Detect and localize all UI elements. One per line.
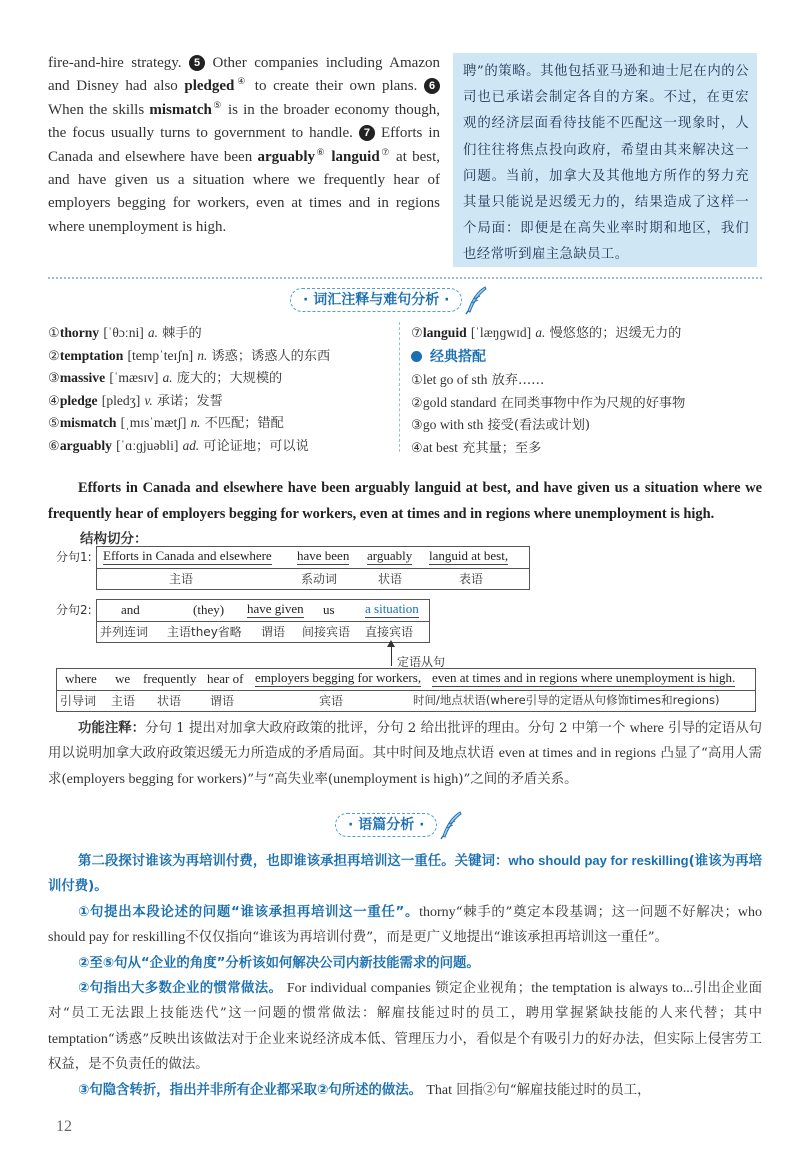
sentence-number-6: 6	[424, 78, 440, 94]
clause-role: 表语	[459, 572, 484, 586]
vocab-item: ①thorny [ˈθɔːni] a. 棘手的	[48, 325, 202, 341]
clause-2-box	[96, 599, 430, 643]
clause-role: 主语	[169, 572, 194, 586]
clause-part: arguably	[367, 548, 413, 563]
clause-part: we	[115, 671, 131, 686]
passage-text: Efforts in Canada and elsewhere have been	[48, 125, 441, 165]
vocab-word-arguably: arguably	[257, 148, 315, 165]
clause-part: frequently	[143, 671, 197, 686]
clause-part: hear of	[207, 671, 244, 686]
passage-text: to create their own plans.	[254, 78, 418, 95]
discourse-analysis	[48, 848, 762, 1103]
passage-text: Other companies including Amazon and Disney had also	[48, 55, 440, 95]
up-arrow-icon	[391, 642, 392, 666]
clause-1-label: 分句1:	[56, 550, 92, 564]
vocab-list-right	[411, 322, 761, 460]
footnote-marker: ④	[234, 76, 249, 87]
passage-text: is in the broader economy though, the focus usually turns to government to handle.	[48, 101, 440, 142]
discourse-paragraph: ①句提出本段论述的问题“谁该承担再培训这一重任”。thorny“棘手的”奠定本段基调；这一问题不好解决；who should pay for reskilling不仅仅指向“谁该为再培训付费”，而是更广义地提出“谁该承担再培训这一重任”。	[48, 904, 762, 946]
vocab-item: ⑥arguably [ˈɑːɡjuəbli] ad. 可论证地；可以说	[48, 437, 309, 454]
clause-role: 主语	[111, 694, 136, 708]
passage-text: fire-and-hire strategy.	[48, 55, 182, 71]
vocab-item: ⑤mismatch [ˌmɪsˈmætʃ] n. 不匹配；错配	[48, 415, 284, 432]
function-note: 功能注释：分句 1 提出对加拿大政府政策的批评，分句 2 给出批评的理由。分句 2 中第一个 where 引导的定语从句用以说明加拿大政府政策迟缓无力所造成的矛盾局面。其中时间及地点状语 even at times and in regions 凸显了“高用人需求(employers begging for workers)”与“高失业率(unemployment is high)”之间的矛盾关系。	[48, 721, 763, 787]
quill-pen-icon	[439, 810, 463, 840]
difficult-sentence: Efforts in Canada and elsewhere have been arguably languid at best, and have given us a situation where we frequently hear of employers begging for workers, even at times and in regions where unemployment is high.	[48, 480, 762, 522]
vocab-list	[48, 322, 388, 458]
clause-role: 谓语	[210, 694, 235, 708]
clause-role: 谓语	[261, 625, 286, 639]
discourse-paragraph: ③句隐含转折，指出并非所有企业都采取②句所述的做法。 That 回指②句“解雇技能过时的员工，	[78, 1082, 651, 1098]
note-lead: 功能注释：	[78, 721, 146, 736]
english-passage	[48, 52, 440, 239]
sentence-number-7: 7	[359, 125, 375, 141]
clause-role: 状语	[157, 694, 182, 708]
clause-part: (they)	[193, 602, 225, 617]
footnote-marker: ⑤	[211, 99, 223, 110]
clause-role: 间接宾语	[302, 625, 351, 639]
clause-2-label: 分句2:	[56, 603, 92, 617]
sentence-number-5: 5	[189, 55, 205, 71]
section-divider	[48, 277, 762, 279]
relative-clause-box	[56, 668, 756, 712]
vocab-section-title: · 词汇注释与难句分析 ·	[290, 288, 462, 312]
relative-clause-label: 定语从句	[397, 655, 446, 669]
vocab-item: ④pledge [pledʒ] v. 承诺；发誓	[48, 392, 223, 409]
structure-label: 结构切分：	[80, 531, 148, 547]
discourse-paragraph: ②句指出大多数企业的惯常做法。 For individual companies 锁定企业视角；the temptation is always to...引出企业面对“员工无法跟上技能迭代”这一问题的惯常做法：解雇技能过时的员工，聘用掌握紧缺技能的人来代替；其中 temptation“诱惑”反映出该做法对于企业来说经济成本低、管理压力小，看似是个有吸引力的好办法，但实际上侵害劳工权益，是不负责任的做法。	[48, 981, 762, 1073]
vocab-item: ②temptation [tempˈteɪʃn] n. 诱惑；诱惑人的东西	[48, 347, 331, 364]
clause-part: us	[323, 602, 335, 617]
footnote-marker: ⑦	[379, 146, 391, 157]
footnote-marker: ⑥	[315, 146, 327, 157]
vocab-column-divider	[399, 322, 400, 452]
clause-part: languid at best,	[429, 548, 509, 563]
clause-part: Efforts in Canada and elsewhere	[103, 548, 272, 563]
vocab-word-languid: languid	[331, 148, 380, 165]
clause-role: 直接宾语	[365, 625, 414, 639]
collocation-item: ③go with sth 接受(看法或计划)	[411, 417, 591, 434]
passage-text: at best, and have given us a situation where we frequently hear of employers begging for workers, even at times and in regions where unemployment is high.	[48, 148, 441, 235]
vocab-word-mismatch: mismatch	[149, 101, 212, 118]
vocab-section-header	[290, 287, 488, 313]
collocation-title: 经典搭配	[411, 347, 761, 369]
collocation-item: ②gold standard 在同类事物中作为尺规的好事物	[411, 394, 686, 411]
clause-role: 系动词	[301, 572, 338, 586]
translation-box: 聘”的策略。其他包括亚马逊和迪士尼在内的公司也已承诺会制定各自的方案。不过，在更宏观的经济层面看待技能不匹配这一现象时，人们往往将焦点投向政府，希望由其来解决这一问题。当前，加拿大及其他地方所作的努力充其量只能说是迟缓无力的，结果造成了这样一个局面：即便是在高失业率时期和地区，我们也经常听到雇主急缺员工。	[453, 53, 757, 267]
page-number: 12	[56, 1118, 72, 1135]
bullet-dot-icon	[411, 351, 422, 362]
clause-1-box	[96, 546, 530, 590]
clause-role: 并列连词	[100, 625, 149, 639]
discourse-section-title: · 语篇分析 ·	[335, 813, 437, 837]
clause-part: and	[121, 602, 140, 617]
clause-part-antecedent: a situation	[365, 601, 419, 616]
clause-role: 宾语	[319, 694, 344, 708]
clause-part: have given	[247, 601, 304, 616]
discourse-paragraph: ②至⑤句从“企业的角度”分析该如何解决公司内新技能需求的问题。	[78, 955, 480, 971]
discourse-paragraph: 第二段探讨谁该为再培训付费，也即谁该承担再培训这一重任。关键词：who should pay for reskilling(谁该为再培训付费)。	[48, 853, 762, 895]
collocation-item: ④at best 充其量；至多	[411, 439, 542, 456]
clause-role: 状语	[378, 572, 403, 586]
collocation-item: ①let go of sth 放弃……	[411, 372, 545, 389]
clause-role: 引导词	[60, 694, 97, 708]
passage-text: When the skills	[48, 101, 145, 118]
vocab-item: ③massive [ˈmæsɪv] a. 庞大的；大规模的	[48, 370, 283, 387]
discourse-section-header	[335, 812, 463, 838]
clause-part: have been	[297, 548, 350, 563]
clause-role: 时间/地点状语(where引导的定语从句修饰times和regions)	[413, 693, 720, 707]
clause-part: employers begging for workers,	[255, 670, 422, 685]
vocab-item: ⑦languid [ˈlæŋɡwɪd] a. 慢悠悠的；迟缓无力的	[411, 325, 682, 341]
clause-role: 主语they省略	[167, 625, 242, 639]
clause-part: even at times and in regions where unemployment is high.	[432, 670, 736, 685]
quill-pen-icon	[464, 285, 488, 315]
clause-part: where	[65, 671, 97, 686]
vocab-word-pledged: pledged	[184, 78, 235, 95]
